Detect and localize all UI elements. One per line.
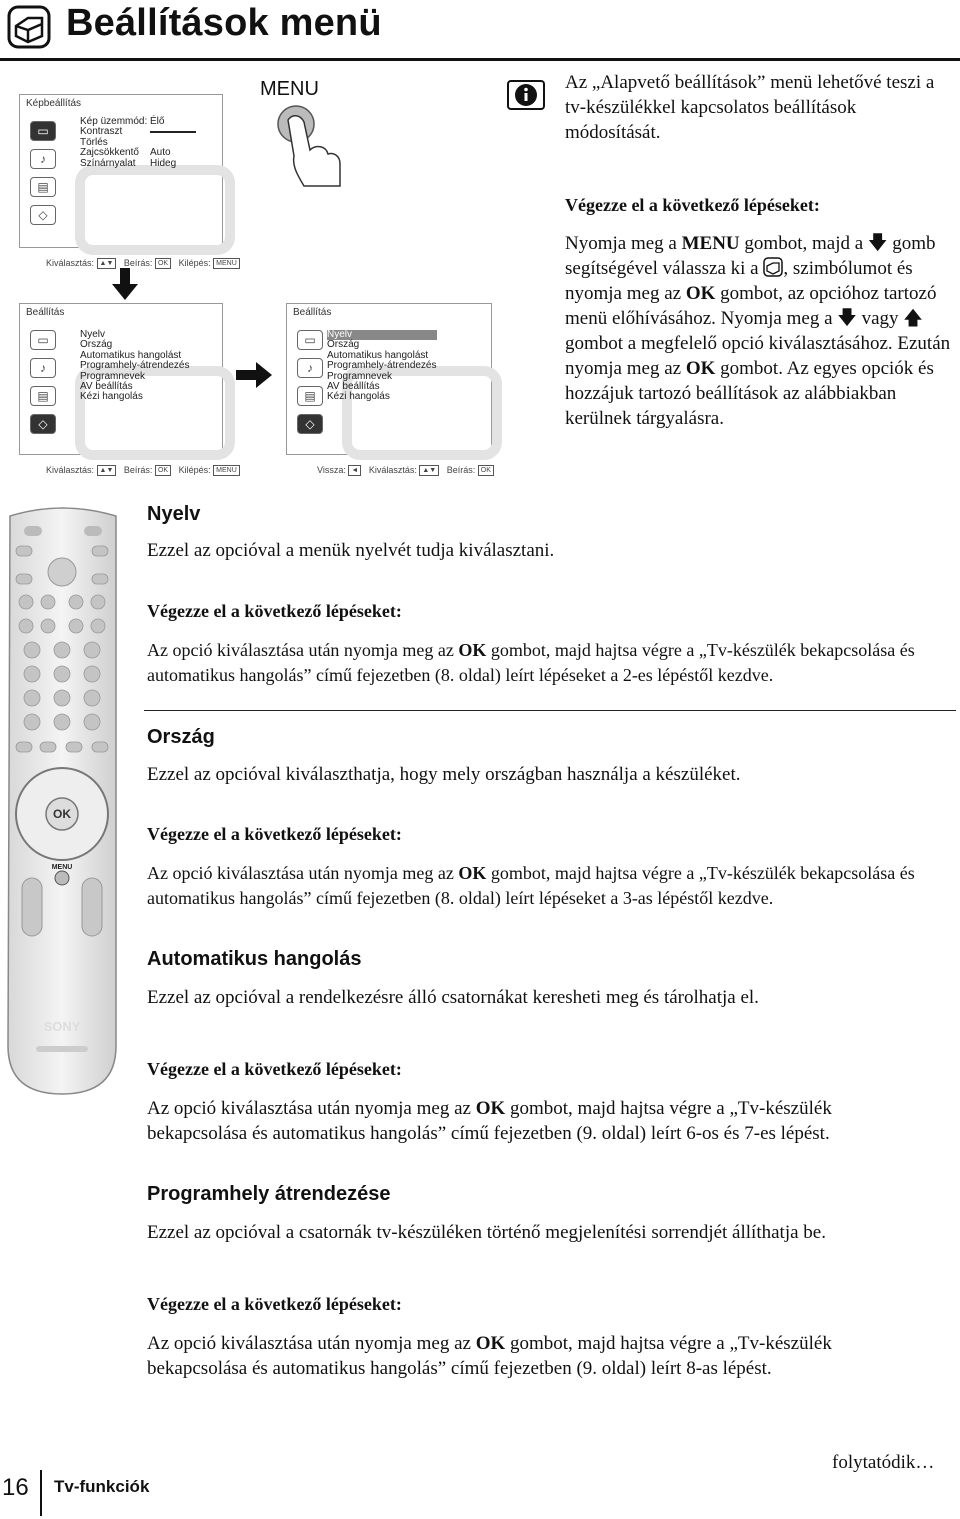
text: gombot, majd hajtsa végre a „Tv-készülék bekapcsolása és automatikus hangolás” című fejezetben (9. oldal) leírt 8-as lépést.: [147, 1333, 832, 1379]
picture-icon: ▭: [30, 121, 56, 141]
section-steps-heading: Végezze el a következő lépéseket:: [147, 601, 402, 621]
section-steps-text: [147, 1331, 907, 1381]
text: gombot, az opcióhoz tartozó menü előhívásához. Nyomja meg a: [565, 283, 937, 329]
screen-title: Képbeállítás: [26, 98, 82, 109]
footer-label: Beírás:: [446, 464, 476, 475]
text: gombot. Az egyes opciók és hozzájuk tartozó beállítások az alábbiakban kerülnek tárgyalásra.: [565, 358, 934, 429]
menu-item[interactable]: AV beállítás: [327, 381, 380, 393]
menu-item[interactable]: Programnevek: [80, 370, 146, 382]
screen-picture-settings: [19, 94, 237, 268]
footer-divider: [40, 1470, 42, 1516]
setup-items: [80, 330, 190, 403]
menu-item[interactable]: Kép üzemmód:: [80, 116, 148, 127]
features-icon: ▤: [297, 386, 323, 406]
footer-label: Kilépés:: [178, 464, 211, 475]
chapter-name: Tv-funkciók: [54, 1477, 150, 1496]
finger-press-illustration: [270, 100, 350, 190]
screen-title: Beállítás: [26, 307, 65, 318]
ok-key-icon: OK: [155, 465, 171, 476]
features-icon: ▤: [30, 177, 56, 197]
text: vagy: [856, 308, 904, 329]
sound-icon: ♪: [297, 358, 323, 378]
ok-key-text: OK: [475, 1333, 506, 1354]
picture-items: [80, 117, 147, 169]
page-number: 16: [2, 1474, 29, 1501]
info-icon: [507, 80, 545, 110]
setup-items: [327, 330, 437, 403]
menu-button-label: MENU: [260, 78, 319, 100]
ok-key-icon: OK: [155, 258, 171, 269]
setup-symbol-icon: [763, 256, 783, 281]
menu-item[interactable]: Ország: [80, 339, 113, 351]
text: , szimbólumot és nyomja meg az: [565, 258, 913, 304]
menu-value: Auto: [150, 147, 171, 159]
arrow-right-icon: [236, 362, 272, 393]
section-heading-country: Ország: [147, 726, 215, 748]
menu-key-icon: MENU: [213, 258, 240, 269]
footer-label: Kiválasztás:: [46, 464, 95, 475]
section-desc: Ezzel az opcióval a csatornák tv-készüléken történő megjelenítési sorrendjét állíthatja be.: [147, 1222, 826, 1243]
text: gombot, majd hajtsa végre a „Tv-készülék bekapcsolása és automatikus hangolás” című fejezetben (8. oldal) leírt lépéseket a 3-as lépéstől kezdve.: [147, 863, 915, 908]
menu-item[interactable]: Törlés: [80, 136, 108, 148]
sound-icon: ♪: [30, 149, 56, 169]
picture-icon: ▭: [30, 330, 56, 350]
ok-key-text: OK: [685, 283, 716, 304]
screen-setup-b: [286, 303, 492, 475]
section-heading-program-sort: Programhely átrendezése: [147, 1183, 391, 1205]
menu-value: Élő: [150, 116, 165, 127]
ok-key-text: OK: [458, 640, 487, 660]
menu-item[interactable]: Ország: [327, 339, 360, 351]
section-steps-heading: Végezze el a következő lépéseket:: [147, 1294, 402, 1314]
ok-key-text: OK: [685, 358, 716, 379]
section-desc: Ezzel az opcióval a rendelkezésre álló csatornákat keresheti meg és tárolhatja el.: [147, 987, 759, 1008]
text: gombot, majd hajtsa végre a „Tv-készülék bekapcsolása és automatikus hangolás” című fejezetben (9. oldal) leírt 6-os és 7-es lépést.: [147, 1098, 832, 1144]
section-steps-text: [147, 861, 957, 911]
intro-steps-heading: Végezze el a következő lépéseket:: [565, 195, 820, 215]
intro-paragraph: [565, 231, 957, 431]
section-heading-auto-tuning: Automatikus hangolás: [147, 948, 362, 970]
text: Az opció kiválasztása után nyomja meg az: [147, 1333, 476, 1354]
picture-values: [150, 117, 196, 169]
screen-setup-a: [19, 303, 237, 475]
menu-item[interactable]: Programhely-átrendezés: [327, 360, 437, 372]
section-steps-text: [147, 638, 957, 688]
remote-control: [4, 506, 122, 1096]
menu-item[interactable]: Színárnyalat: [80, 157, 136, 169]
menu-item-selected[interactable]: Nyelv: [327, 330, 437, 340]
setup-icon: ◇: [30, 205, 56, 225]
menu-key-text: MENU: [681, 233, 740, 254]
continued-note: folytatódik…: [832, 1452, 935, 1473]
remote-menu-label: MENU: [51, 864, 73, 871]
menu-item[interactable]: Automatikus hangolást: [80, 349, 182, 361]
picture-icon: ▭: [297, 330, 323, 350]
menu-item[interactable]: Kontraszt: [80, 126, 123, 138]
menu-key-icon: MENU: [213, 465, 240, 476]
menu-item[interactable]: Zajcsökkentő: [80, 147, 139, 159]
text: Az opció kiválasztása után nyomja meg az: [147, 1098, 476, 1119]
screen-footer: Kiválasztás: ▲▼ Beírás: OK Kilépés: MENU: [46, 258, 240, 269]
arrow-down-icon: [112, 268, 138, 305]
text: Nyomja meg a: [565, 233, 682, 254]
sound-icon: ♪: [30, 358, 56, 378]
footer-label: Kilépés:: [178, 257, 211, 268]
text: Az opció kiválasztása után nyomja meg az: [147, 640, 459, 660]
down-arrow-icon: 🡇: [867, 233, 888, 254]
screen-title: Beállítás: [293, 307, 332, 318]
setup-icon: ◇: [297, 414, 323, 434]
menu-item[interactable]: Programnevek: [327, 370, 393, 382]
ok-key-text: OK: [458, 863, 487, 883]
footer-label: Beírás:: [123, 257, 153, 268]
menu-item[interactable]: AV beállítás: [80, 381, 133, 393]
remote-ok-label[interactable]: OK: [53, 807, 71, 821]
ok-key-text: OK: [475, 1098, 506, 1119]
setup-icon: ◇: [30, 414, 56, 434]
down-arrow-icon: 🡇: [837, 308, 857, 329]
remote-brand-logo: SONY: [43, 1019, 81, 1034]
screen-footer: Vissza: ◄ Kiválasztás: ▲▼ Beírás: OK: [317, 465, 494, 476]
footer-label: Vissza:: [317, 464, 346, 475]
footer-label: Kiválasztás:: [46, 257, 95, 268]
section-steps-text: [147, 1096, 907, 1146]
header-rule: [0, 58, 960, 61]
menu-item[interactable]: Nyelv: [80, 329, 106, 340]
features-icon: ▤: [30, 386, 56, 406]
menu-value: Hideg: [150, 157, 177, 169]
menu-item[interactable]: Kézi hangolás: [80, 391, 143, 403]
text: gombot a megfelelő opció kiválasztásához. Ezután nyomja meg az: [565, 333, 951, 379]
up-arrow-icon: 🡅: [903, 308, 923, 329]
settings-menu-icon: [6, 4, 52, 50]
section-divider: [144, 710, 956, 711]
contrast-slider[interactable]: [150, 127, 196, 137]
text: gomb segítségével válassza ki a: [565, 233, 936, 279]
text: gombot, majd hajtsa végre a „Tv-készülék bekapcsolása és automatikus hangolás” című fejezetben (8. oldal) leírt lépéseket a 2-es lépéstől kezdve.: [147, 640, 915, 685]
ok-key-icon: OK: [478, 465, 494, 476]
text: gombot, majd a: [739, 233, 868, 254]
section-desc: Ezzel az opcióval a menük nyelvét tudja kiválasztani.: [147, 540, 555, 561]
menu-item[interactable]: Kézi hangolás: [327, 391, 390, 403]
footer-label: Kiválasztás:: [368, 464, 417, 475]
section-steps-heading: Végezze el a következő lépéseket:: [147, 1059, 402, 1079]
menu-item[interactable]: Automatikus hangolást: [327, 349, 429, 361]
intro-info-text: Az „Alapvető beállítások” menü lehetővé teszi a tv-készülékkel kapcsolatos beállítások módosítását.: [565, 72, 935, 143]
section-steps-heading: Végezze el a következő lépéseket:: [147, 824, 402, 844]
screen-footer: Kiválasztás: ▲▼ Beírás: OK Kilépés: MENU: [46, 465, 240, 476]
section-desc: Ezzel az opcióval kiválaszthatja, hogy mely országban használja a készüléket.: [147, 764, 741, 785]
menu-item[interactable]: Programhely-átrendezés: [80, 360, 190, 372]
footer-label: Beírás:: [123, 464, 153, 475]
page-title: Beállítások menü: [66, 2, 382, 44]
text: Az opció kiválasztása után nyomja meg az: [147, 863, 459, 883]
section-heading-language: Nyelv: [147, 503, 201, 525]
